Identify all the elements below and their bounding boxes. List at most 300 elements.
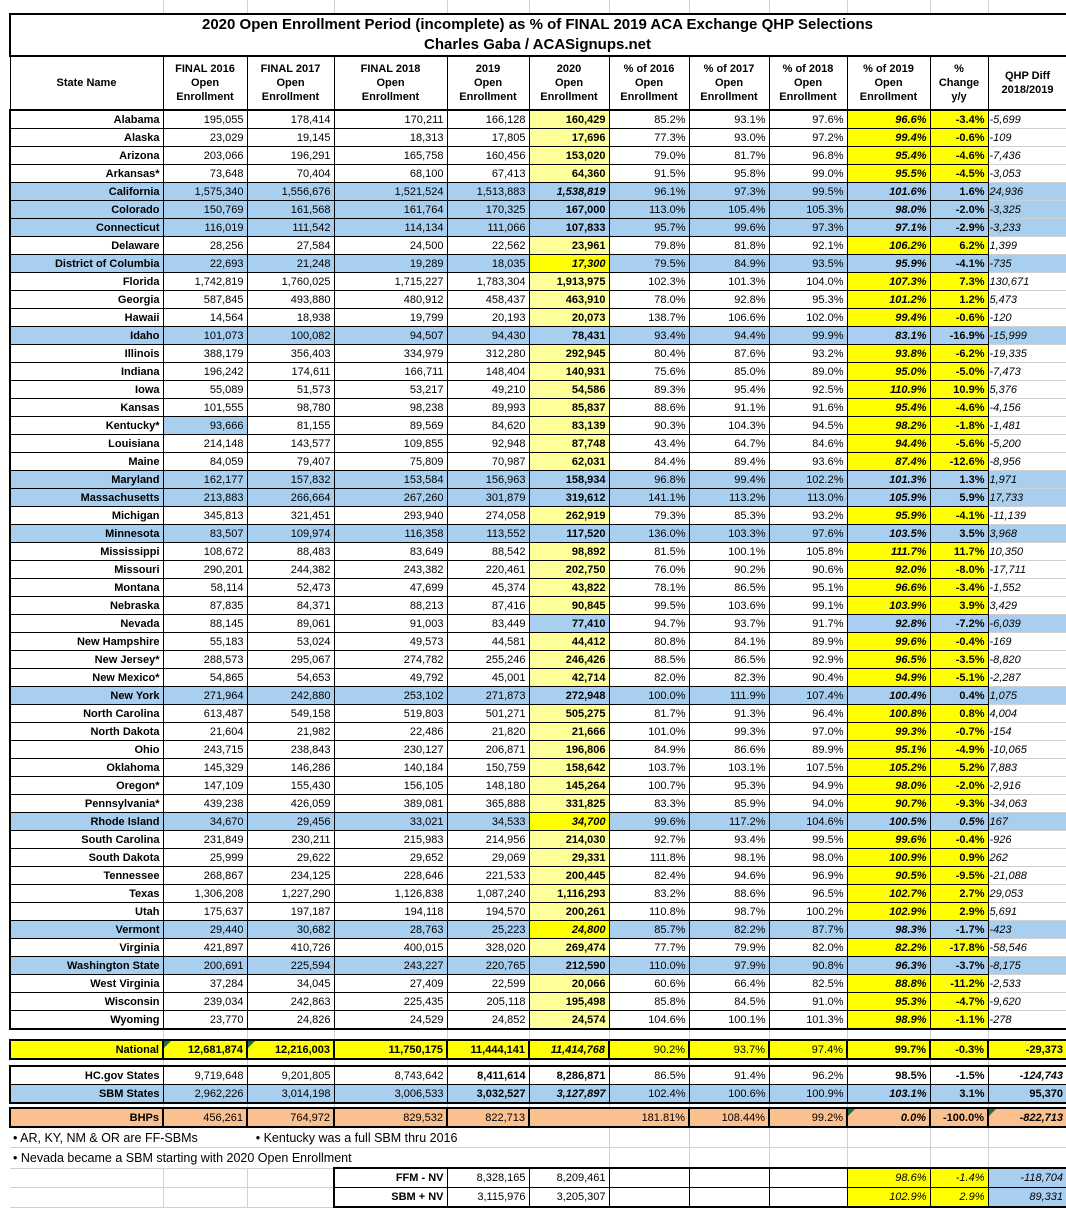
final2018-cell[interactable]: 8,743,642 (334, 1066, 447, 1085)
oe2019-cell[interactable]: 18,035 (447, 255, 529, 273)
pct2016-cell[interactable]: 101.0% (609, 723, 689, 741)
final2018-cell[interactable]: 29,652 (334, 849, 447, 867)
change_yy-cell[interactable]: -2.0% (930, 777, 988, 795)
final2016-cell[interactable]: 175,637 (163, 903, 247, 921)
change_yy-cell[interactable]: -3.7% (930, 957, 988, 975)
oe2019-cell[interactable]: 160,456 (447, 147, 529, 165)
change_yy-cell[interactable]: -4.9% (930, 741, 988, 759)
pct2018-cell[interactable]: 107.4% (769, 687, 847, 705)
oe2020-cell[interactable]: 54,586 (529, 381, 609, 399)
pct2019-cell[interactable]: 83.1% (847, 327, 930, 345)
pct2017-cell[interactable]: 93.0% (689, 129, 769, 147)
final2016-cell[interactable]: 28,256 (163, 237, 247, 255)
col-header-final2016[interactable]: FINAL 2016 Open Enrollment (163, 56, 247, 110)
final2017-cell[interactable]: 89,061 (247, 615, 334, 633)
change_yy-cell[interactable]: -1.1% (930, 1011, 988, 1030)
final2016-cell[interactable]: 12,681,874 (163, 1040, 247, 1059)
oe2020-cell[interactable]: 20,073 (529, 309, 609, 327)
oe2019-cell[interactable]: 221,533 (447, 867, 529, 885)
qhp_diff-cell[interactable]: 5,473 (988, 291, 1066, 309)
pct2019-cell[interactable]: 95.1% (847, 741, 930, 759)
final2016-cell[interactable]: 101,555 (163, 399, 247, 417)
change_yy-cell[interactable]: 3.1% (930, 1085, 988, 1104)
qhp_diff-cell[interactable]: -120 (988, 309, 1066, 327)
pct2019-cell[interactable]: 90.5% (847, 867, 930, 885)
pct2016-cell[interactable]: 88.6% (609, 399, 689, 417)
oe2020-cell[interactable]: 212,590 (529, 957, 609, 975)
state-name-cell[interactable]: Louisiana (10, 435, 163, 453)
pct2017-cell[interactable]: 91.3% (689, 705, 769, 723)
pct2019-cell[interactable]: 95.5% (847, 165, 930, 183)
oe2019-cell[interactable]: 94,430 (447, 327, 529, 345)
pct2017-cell[interactable]: 101.3% (689, 273, 769, 291)
final2017-cell[interactable]: 1,556,676 (247, 183, 334, 201)
oe2019-cell[interactable]: 45,001 (447, 669, 529, 687)
final2016-cell[interactable]: 243,715 (163, 741, 247, 759)
pct2018-cell[interactable]: 113.0% (769, 489, 847, 507)
oe2020-cell[interactable]: 43,822 (529, 579, 609, 597)
qhp_diff-cell[interactable]: 29,053 (988, 885, 1066, 903)
pct2018-cell[interactable]: 93.6% (769, 453, 847, 471)
pct2017-cell[interactable]: 98.7% (689, 903, 769, 921)
col-header-pct2019[interactable]: % of 2019 Open Enrollment (847, 56, 930, 110)
final2016-cell[interactable]: 34,670 (163, 813, 247, 831)
change_yy-cell[interactable]: -4.6% (930, 399, 988, 417)
pct2019-cell[interactable]: 111.7% (847, 543, 930, 561)
pct2017-cell[interactable]: 100.1% (689, 543, 769, 561)
state-name-cell[interactable]: Oklahoma (10, 759, 163, 777)
pct2019-cell[interactable]: 98.6% (847, 1168, 930, 1188)
final2017-cell[interactable]: 52,473 (247, 579, 334, 597)
final2016-cell[interactable]: 613,487 (163, 705, 247, 723)
pct2019-cell[interactable]: 98.9% (847, 1011, 930, 1030)
final2016-cell[interactable]: 214,148 (163, 435, 247, 453)
final2018-cell[interactable]: 24,529 (334, 1011, 447, 1030)
state-name-cell[interactable]: Arkansas* (10, 165, 163, 183)
change_yy-cell[interactable]: -0.6% (930, 309, 988, 327)
final2018-cell[interactable]: 83,649 (334, 543, 447, 561)
pct2018-cell[interactable]: 98.0% (769, 849, 847, 867)
pct2018-cell[interactable]: 94.9% (769, 777, 847, 795)
oe2020-cell[interactable]: 77,410 (529, 615, 609, 633)
pct2016-cell[interactable]: 77.3% (609, 129, 689, 147)
pct2019-cell[interactable]: 94.4% (847, 435, 930, 453)
pct2018-cell[interactable]: 95.3% (769, 291, 847, 309)
final2016-cell[interactable]: 2,962,226 (163, 1085, 247, 1104)
pct2017-cell[interactable]: 103.6% (689, 597, 769, 615)
bottom-label-cell[interactable]: FFM - NV (334, 1168, 447, 1188)
pct2019-cell[interactable]: 102.9% (847, 1188, 930, 1208)
change_yy-cell[interactable]: -0.4% (930, 831, 988, 849)
oe2020-cell[interactable]: 160,429 (529, 110, 609, 129)
pct2018-cell[interactable]: 91.7% (769, 615, 847, 633)
pct2018-cell[interactable]: 99.5% (769, 183, 847, 201)
oe2019-cell[interactable]: 83,449 (447, 615, 529, 633)
final2017-cell[interactable]: 196,291 (247, 147, 334, 165)
final2018-cell[interactable]: 68,100 (334, 165, 447, 183)
change_yy-cell[interactable]: -6.2% (930, 345, 988, 363)
final2017-cell[interactable]: 29,456 (247, 813, 334, 831)
pct2016-cell[interactable]: 136.0% (609, 525, 689, 543)
oe2019-cell[interactable]: 24,852 (447, 1011, 529, 1030)
oe2019-cell[interactable]: 312,280 (447, 345, 529, 363)
final2017-cell[interactable]: 12,216,003 (247, 1040, 334, 1059)
oe2019-cell[interactable]: 49,210 (447, 381, 529, 399)
qhp_diff-cell[interactable]: -21,088 (988, 867, 1066, 885)
qhp_diff-cell[interactable]: -9,620 (988, 993, 1066, 1011)
pct2017-cell[interactable]: 91.1% (689, 399, 769, 417)
col-header-state[interactable]: State Name (10, 56, 163, 110)
qhp_diff-cell[interactable]: -15,999 (988, 327, 1066, 345)
final2016-cell[interactable]: 9,719,648 (163, 1066, 247, 1085)
final2016-cell[interactable]: 162,177 (163, 471, 247, 489)
pct2018-cell[interactable]: 97.0% (769, 723, 847, 741)
qhp_diff-cell[interactable]: -735 (988, 255, 1066, 273)
pct2016-cell[interactable]: 79.0% (609, 147, 689, 165)
pct2018-cell[interactable]: 99.0% (769, 165, 847, 183)
state-name-cell[interactable]: Kentucky* (10, 417, 163, 435)
state-name-cell[interactable]: Maryland (10, 471, 163, 489)
pct2017-cell[interactable]: 66.4% (689, 975, 769, 993)
final2018-cell[interactable]: 75,809 (334, 453, 447, 471)
final2016-cell[interactable]: 388,179 (163, 345, 247, 363)
final2018-cell[interactable]: 153,584 (334, 471, 447, 489)
oe2020-cell[interactable]: 24,800 (529, 921, 609, 939)
change_yy-cell[interactable]: 3.9% (930, 597, 988, 615)
qhp_diff-cell[interactable]: -822,713 (988, 1108, 1066, 1127)
final2016-cell[interactable]: 14,564 (163, 309, 247, 327)
change_yy-cell[interactable]: -3.4% (930, 110, 988, 129)
qhp_diff-cell[interactable]: -154 (988, 723, 1066, 741)
pct2016-cell[interactable]: 100.0% (609, 687, 689, 705)
final2016-cell[interactable]: 23,770 (163, 1011, 247, 1030)
pct2017-cell[interactable]: 100.1% (689, 1011, 769, 1030)
qhp_diff-cell[interactable]: -8,175 (988, 957, 1066, 975)
change_yy-cell[interactable]: 0.4% (930, 687, 988, 705)
oe2020-cell[interactable]: 319,612 (529, 489, 609, 507)
final2016-cell[interactable]: 22,693 (163, 255, 247, 273)
change_yy-cell[interactable]: 10.9% (930, 381, 988, 399)
pct2017-cell[interactable]: 94.6% (689, 867, 769, 885)
pct2017-cell[interactable]: 88.6% (689, 885, 769, 903)
state-name-cell[interactable]: Maine (10, 453, 163, 471)
final2018-cell[interactable]: 243,382 (334, 561, 447, 579)
pct2019-cell[interactable]: 98.5% (847, 1066, 930, 1085)
pct2016-cell[interactable]: 110.8% (609, 903, 689, 921)
oe2019-cell[interactable]: 89,993 (447, 399, 529, 417)
pct2016-cell[interactable]: 96.8% (609, 471, 689, 489)
state-name-cell[interactable]: Utah (10, 903, 163, 921)
pct2016-cell[interactable]: 96.1% (609, 183, 689, 201)
pct2016-cell[interactable]: 79.8% (609, 237, 689, 255)
final2018-cell[interactable]: 400,015 (334, 939, 447, 957)
final2016-cell[interactable]: 288,573 (163, 651, 247, 669)
final2016-cell[interactable]: 29,440 (163, 921, 247, 939)
final2018-cell[interactable]: 49,573 (334, 633, 447, 651)
pct2016-cell[interactable]: 99.5% (609, 597, 689, 615)
pct2018-cell[interactable]: 92.9% (769, 651, 847, 669)
final2017-cell[interactable]: 242,863 (247, 993, 334, 1011)
qhp_diff-cell[interactable]: -4,156 (988, 399, 1066, 417)
pct2018-cell[interactable]: 95.1% (769, 579, 847, 597)
oe2020-cell[interactable]: 107,833 (529, 219, 609, 237)
final2017-cell[interactable]: 161,568 (247, 201, 334, 219)
final2016-cell[interactable]: 213,883 (163, 489, 247, 507)
change_yy-cell[interactable]: 0.5% (930, 813, 988, 831)
pct2016-cell[interactable]: 113.0% (609, 201, 689, 219)
final2018-cell[interactable]: 215,983 (334, 831, 447, 849)
oe2019-cell[interactable]: 206,871 (447, 741, 529, 759)
change_yy-cell[interactable]: 0.9% (930, 849, 988, 867)
oe2019-cell[interactable]: 11,444,141 (447, 1040, 529, 1059)
final2016-cell[interactable]: 25,999 (163, 849, 247, 867)
oe2020-cell[interactable]: 200,445 (529, 867, 609, 885)
state-name-cell[interactable]: Oregon* (10, 777, 163, 795)
final2016-cell[interactable]: 196,242 (163, 363, 247, 381)
oe2020-cell[interactable]: 44,412 (529, 633, 609, 651)
qhp_diff-cell[interactable]: -8,956 (988, 453, 1066, 471)
oe2020-cell[interactable]: 83,139 (529, 417, 609, 435)
final2017-cell[interactable]: 29,622 (247, 849, 334, 867)
pct2019-cell[interactable]: 98.0% (847, 777, 930, 795)
pct2016-cell[interactable]: 104.6% (609, 1011, 689, 1030)
oe2020-cell[interactable]: 196,806 (529, 741, 609, 759)
final2017-cell[interactable]: 146,286 (247, 759, 334, 777)
final2017-cell[interactable]: 79,407 (247, 453, 334, 471)
pct2017-cell[interactable]: 81.7% (689, 147, 769, 165)
final2016-cell[interactable]: 271,964 (163, 687, 247, 705)
pct2019-cell[interactable]: 92.8% (847, 615, 930, 633)
final2016-cell[interactable]: 1,575,340 (163, 183, 247, 201)
col-header-pct2017[interactable]: % of 2017 Open Enrollment (689, 56, 769, 110)
pct2019-cell[interactable]: 94.9% (847, 669, 930, 687)
final2018-cell[interactable]: 165,758 (334, 147, 447, 165)
qhp_diff-cell[interactable]: -3,325 (988, 201, 1066, 219)
oe2019-cell[interactable]: 301,879 (447, 489, 529, 507)
pct2018-cell[interactable]: 99.2% (769, 1108, 847, 1127)
final2016-cell[interactable]: 87,835 (163, 597, 247, 615)
pct2016-cell[interactable]: 81.5% (609, 543, 689, 561)
oe2019-cell[interactable]: 8,411,614 (447, 1066, 529, 1085)
oe2019-cell[interactable]: 220,765 (447, 957, 529, 975)
pct2016-cell[interactable]: 88.5% (609, 651, 689, 669)
oe2019-cell[interactable]: 205,118 (447, 993, 529, 1011)
pct2017-cell[interactable]: 86.5% (689, 651, 769, 669)
final2017-cell[interactable]: 21,982 (247, 723, 334, 741)
change_yy-cell[interactable]: -12.6% (930, 453, 988, 471)
oe2020-cell[interactable]: 34,700 (529, 813, 609, 831)
pct2016-cell[interactable]: 78.0% (609, 291, 689, 309)
pct2018-cell[interactable]: 100.9% (769, 1085, 847, 1104)
pct2017-cell[interactable]: 84.5% (689, 993, 769, 1011)
pct2017-cell[interactable]: 111.9% (689, 687, 769, 705)
qhp_diff-cell[interactable]: 3,968 (988, 525, 1066, 543)
change_yy-cell[interactable]: -0.4% (930, 633, 988, 651)
qhp_diff-cell[interactable]: 10,350 (988, 543, 1066, 561)
oe2019-cell[interactable]: 70,987 (447, 453, 529, 471)
pct2019-cell[interactable]: 99.6% (847, 633, 930, 651)
oe2020-cell[interactable]: 145,264 (529, 777, 609, 795)
final2018-cell[interactable]: 293,940 (334, 507, 447, 525)
pct2019-cell[interactable]: 98.2% (847, 417, 930, 435)
pct2016-cell[interactable]: 90.3% (609, 417, 689, 435)
final2016-cell[interactable]: 195,055 (163, 110, 247, 129)
oe2019-cell[interactable]: 148,404 (447, 363, 529, 381)
final2017-cell[interactable]: 321,451 (247, 507, 334, 525)
pct2017-cell[interactable]: 85.9% (689, 795, 769, 813)
final2017-cell[interactable]: 295,067 (247, 651, 334, 669)
oe2019-cell[interactable]: 822,713 (447, 1108, 529, 1127)
qhp_diff-cell[interactable]: -17,711 (988, 561, 1066, 579)
pct2016-cell[interactable]: 90.2% (609, 1040, 689, 1059)
pct2016-cell[interactable]: 78.1% (609, 579, 689, 597)
pct2016-cell[interactable]: 99.6% (609, 813, 689, 831)
final2016-cell[interactable]: 1,742,819 (163, 273, 247, 291)
oe2020-cell[interactable]: 29,331 (529, 849, 609, 867)
qhp_diff-cell[interactable]: -11,139 (988, 507, 1066, 525)
pct2019-cell[interactable]: 99.4% (847, 129, 930, 147)
change_yy-cell[interactable]: -4.1% (930, 255, 988, 273)
final2017-cell[interactable]: 24,826 (247, 1011, 334, 1030)
pct2017-cell[interactable]: 85.3% (689, 507, 769, 525)
pct2019-cell[interactable]: 101.6% (847, 183, 930, 201)
pct2019-cell[interactable]: 96.5% (847, 651, 930, 669)
oe2020-cell[interactable]: 64,360 (529, 165, 609, 183)
oe2019-cell[interactable]: 3,032,527 (447, 1085, 529, 1104)
oe2020-cell[interactable]: 214,030 (529, 831, 609, 849)
pct2017-cell[interactable]: 117.2% (689, 813, 769, 831)
pct2019-cell[interactable]: 87.4% (847, 453, 930, 471)
pct2016-cell[interactable]: 85.8% (609, 993, 689, 1011)
pct2018-cell[interactable]: 90.4% (769, 669, 847, 687)
qhp_diff-cell[interactable]: -2,533 (988, 975, 1066, 993)
pct2017-cell[interactable]: 64.7% (689, 435, 769, 453)
qhp_diff-cell[interactable]: 1,971 (988, 471, 1066, 489)
state-name-cell[interactable]: Arizona (10, 147, 163, 165)
qhp_diff-cell[interactable]: -124,743 (988, 1066, 1066, 1085)
pct2017-cell[interactable]: 91.4% (689, 1066, 769, 1085)
col-header-change_yy[interactable]: % Change y/y (930, 56, 988, 110)
oe2020-cell[interactable] (529, 1108, 609, 1127)
final2016-cell[interactable]: 58,114 (163, 579, 247, 597)
qhp_diff-cell[interactable]: -7,473 (988, 363, 1066, 381)
final2018-cell[interactable]: 267,260 (334, 489, 447, 507)
state-name-cell[interactable]: Tennessee (10, 867, 163, 885)
pct2016-cell[interactable]: 138.7% (609, 309, 689, 327)
final2016-cell[interactable]: 203,066 (163, 147, 247, 165)
final2016-cell[interactable]: 101,073 (163, 327, 247, 345)
final2017-cell[interactable]: 356,403 (247, 345, 334, 363)
final2017-cell[interactable]: 84,371 (247, 597, 334, 615)
final2018-cell[interactable]: 829,532 (334, 1108, 447, 1127)
pct2018-cell[interactable]: 97.2% (769, 129, 847, 147)
pct2018-cell[interactable]: 82.0% (769, 939, 847, 957)
pct2019-cell[interactable]: 101.3% (847, 471, 930, 489)
final2018-cell[interactable]: 116,358 (334, 525, 447, 543)
pct2017-cell[interactable]: 106.6% (689, 309, 769, 327)
pct2018-cell[interactable]: 90.8% (769, 957, 847, 975)
qhp-diff-cell[interactable]: -118,704 (988, 1168, 1066, 1188)
change_yy-cell[interactable]: 2.9% (930, 903, 988, 921)
pct2018-cell[interactable]: 94.5% (769, 417, 847, 435)
state-name-cell[interactable]: Nebraska (10, 597, 163, 615)
qhp_diff-cell[interactable]: -6,039 (988, 615, 1066, 633)
change_yy-cell[interactable]: 5.9% (930, 489, 988, 507)
pct2019-cell[interactable]: 93.8% (847, 345, 930, 363)
final2018-cell[interactable]: 49,792 (334, 669, 447, 687)
state-name-cell[interactable]: Alaska (10, 129, 163, 147)
final2018-cell[interactable]: 53,217 (334, 381, 447, 399)
final2017-cell[interactable]: 155,430 (247, 777, 334, 795)
final2017-cell[interactable]: 178,414 (247, 110, 334, 129)
pct2017-cell[interactable]: 95.3% (689, 777, 769, 795)
change_yy-cell[interactable]: -7.2% (930, 615, 988, 633)
oe2019-cell[interactable]: 501,271 (447, 705, 529, 723)
final2016-cell[interactable]: 1,306,208 (163, 885, 247, 903)
oe2019-cell[interactable]: 25,223 (447, 921, 529, 939)
change_yy-cell[interactable]: -4.1% (930, 507, 988, 525)
final2018-cell[interactable]: 28,763 (334, 921, 447, 939)
pct2017-cell[interactable]: 84.1% (689, 633, 769, 651)
col-header-pct2016[interactable]: % of 2016 Open Enrollment (609, 56, 689, 110)
pct2017-cell[interactable]: 93.1% (689, 110, 769, 129)
pct2018-cell[interactable]: 93.2% (769, 345, 847, 363)
change_yy-cell[interactable]: -1.7% (930, 921, 988, 939)
final2016-cell[interactable]: 21,604 (163, 723, 247, 741)
qhp_diff-cell[interactable]: 24,936 (988, 183, 1066, 201)
oe2020-cell[interactable]: 167,000 (529, 201, 609, 219)
pct2017-cell[interactable]: 100.6% (689, 1085, 769, 1104)
qhp_diff-cell[interactable]: -7,436 (988, 147, 1066, 165)
oe2019-cell[interactable]: 1,513,883 (447, 183, 529, 201)
pct2019-cell[interactable]: 107.3% (847, 273, 930, 291)
qhp_diff-cell[interactable]: 5,376 (988, 381, 1066, 399)
oe2020-cell[interactable]: 11,414,768 (529, 1040, 609, 1059)
final2018-cell[interactable]: 274,782 (334, 651, 447, 669)
pct2018-cell[interactable]: 99.1% (769, 597, 847, 615)
state-name-cell[interactable]: Mississippi (10, 543, 163, 561)
pct2017-cell[interactable]: 95.8% (689, 165, 769, 183)
final2018-cell[interactable]: 88,213 (334, 597, 447, 615)
pct2017-cell[interactable]: 103.1% (689, 759, 769, 777)
state-name-cell[interactable]: Vermont (10, 921, 163, 939)
change_yy-cell[interactable]: -1.8% (930, 417, 988, 435)
pct2019-cell[interactable]: 98.3% (847, 921, 930, 939)
oe2019-cell[interactable]: 170,325 (447, 201, 529, 219)
oe2019-cell[interactable]: 271,873 (447, 687, 529, 705)
state-name-cell[interactable]: Rhode Island (10, 813, 163, 831)
final2018-cell[interactable]: 11,750,175 (334, 1040, 447, 1059)
final2016-cell[interactable]: 93,666 (163, 417, 247, 435)
oe2019-cell[interactable]: 148,180 (447, 777, 529, 795)
qhp_diff-cell[interactable]: -58,546 (988, 939, 1066, 957)
qhp_diff-cell[interactable]: -2,287 (988, 669, 1066, 687)
oe2020-cell[interactable]: 140,931 (529, 363, 609, 381)
pct2018-cell[interactable]: 107.5% (769, 759, 847, 777)
oe2019-cell[interactable]: 220,461 (447, 561, 529, 579)
final2018-cell[interactable]: 225,435 (334, 993, 447, 1011)
pct2018-cell[interactable]: 94.0% (769, 795, 847, 813)
final2017-cell[interactable]: 225,594 (247, 957, 334, 975)
col-header-oe2020[interactable]: 2020 Open Enrollment (529, 56, 609, 110)
pct2018-cell[interactable]: 92.5% (769, 381, 847, 399)
oe2019-cell[interactable]: 3,115,976 (447, 1188, 529, 1208)
final2016-cell[interactable]: 268,867 (163, 867, 247, 885)
pct2017-cell[interactable]: 85.0% (689, 363, 769, 381)
pct2019-cell[interactable]: 95.9% (847, 507, 930, 525)
final2017-cell[interactable]: 18,938 (247, 309, 334, 327)
oe2019-cell[interactable]: 88,542 (447, 543, 529, 561)
